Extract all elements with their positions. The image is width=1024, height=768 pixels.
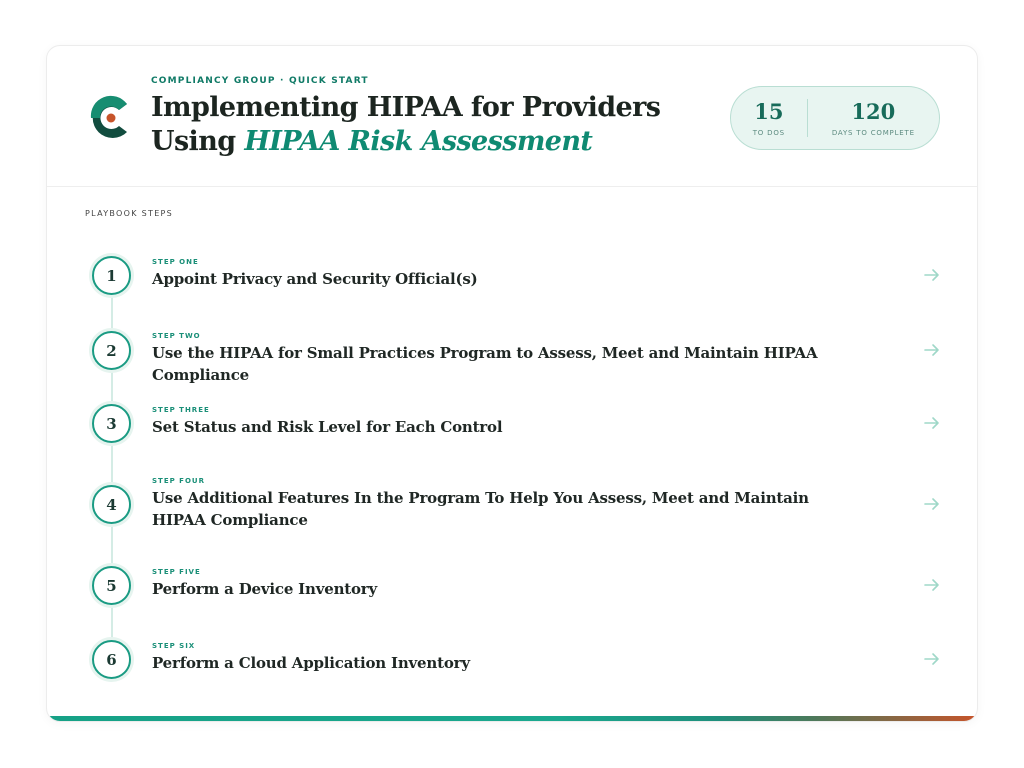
step-number-badge: 5 <box>92 566 131 605</box>
arrow-right-icon[interactable] <box>923 343 941 357</box>
playbook-card <box>46 45 978 722</box>
arrow-right-icon[interactable] <box>923 268 941 282</box>
step-title[interactable]: Appoint Privacy and Security Official(s) <box>152 270 478 288</box>
step-eyebrow: STEP THREE <box>152 406 210 414</box>
bottom-gradient-bar <box>47 716 977 721</box>
todos-value: 15 <box>754 98 784 124</box>
title-line-2 <box>151 125 660 159</box>
arrow-right-icon[interactable] <box>923 652 941 666</box>
playbook-header <box>47 46 977 187</box>
header-eyebrow: COMPLIANCY GROUP · QUICK START <box>151 76 369 86</box>
todos-label: TO DOS <box>752 128 785 137</box>
days-value: 120 <box>851 98 896 124</box>
section-label: PLAYBOOK STEPS <box>85 209 174 218</box>
days-label: DAYS TO COMPLETE <box>831 128 915 137</box>
arrow-right-icon[interactable] <box>923 497 941 511</box>
step-title[interactable]: Perform a Device Inventory <box>152 580 378 598</box>
step-title[interactable]: Use the HIPAA for Small Practices Program to Assess, Meet and Maintain HIPAA Compliance <box>152 344 818 384</box>
days-stat <box>808 100 939 137</box>
step-number-badge: 4 <box>92 485 131 524</box>
step-title[interactable]: Set Status and Risk Level for Each Control <box>152 418 503 436</box>
step-number-badge: 6 <box>92 640 131 679</box>
step-eyebrow: STEP FOUR <box>152 477 205 485</box>
step-number-badge: 1 <box>92 256 131 295</box>
step-number-badge: 3 <box>92 404 131 443</box>
compliancy-group-logo <box>87 94 131 142</box>
title-line-1: Implementing HIPAA for Providers <box>151 92 661 123</box>
title-accent: HIPAA Risk Assessment <box>244 126 593 157</box>
step-eyebrow: STEP SIX <box>152 642 196 650</box>
step-title[interactable]: Perform a Cloud Application Inventory <box>152 654 470 672</box>
step-eyebrow: STEP FIVE <box>152 568 201 576</box>
todos-stat <box>731 100 807 137</box>
arrow-right-icon[interactable] <box>923 578 941 592</box>
stats-pill <box>730 86 940 150</box>
page-title <box>151 91 660 159</box>
step-eyebrow: STEP ONE <box>152 258 199 266</box>
step-title[interactable]: Use Additional Features In the Program To Help You Assess, Meet and Maintain HIPAA Compliance <box>152 489 809 529</box>
step-eyebrow: STEP TWO <box>152 332 201 340</box>
step-number-badge: 2 <box>92 331 131 370</box>
arrow-right-icon[interactable] <box>923 416 941 430</box>
title-prefix: Using <box>151 126 245 157</box>
